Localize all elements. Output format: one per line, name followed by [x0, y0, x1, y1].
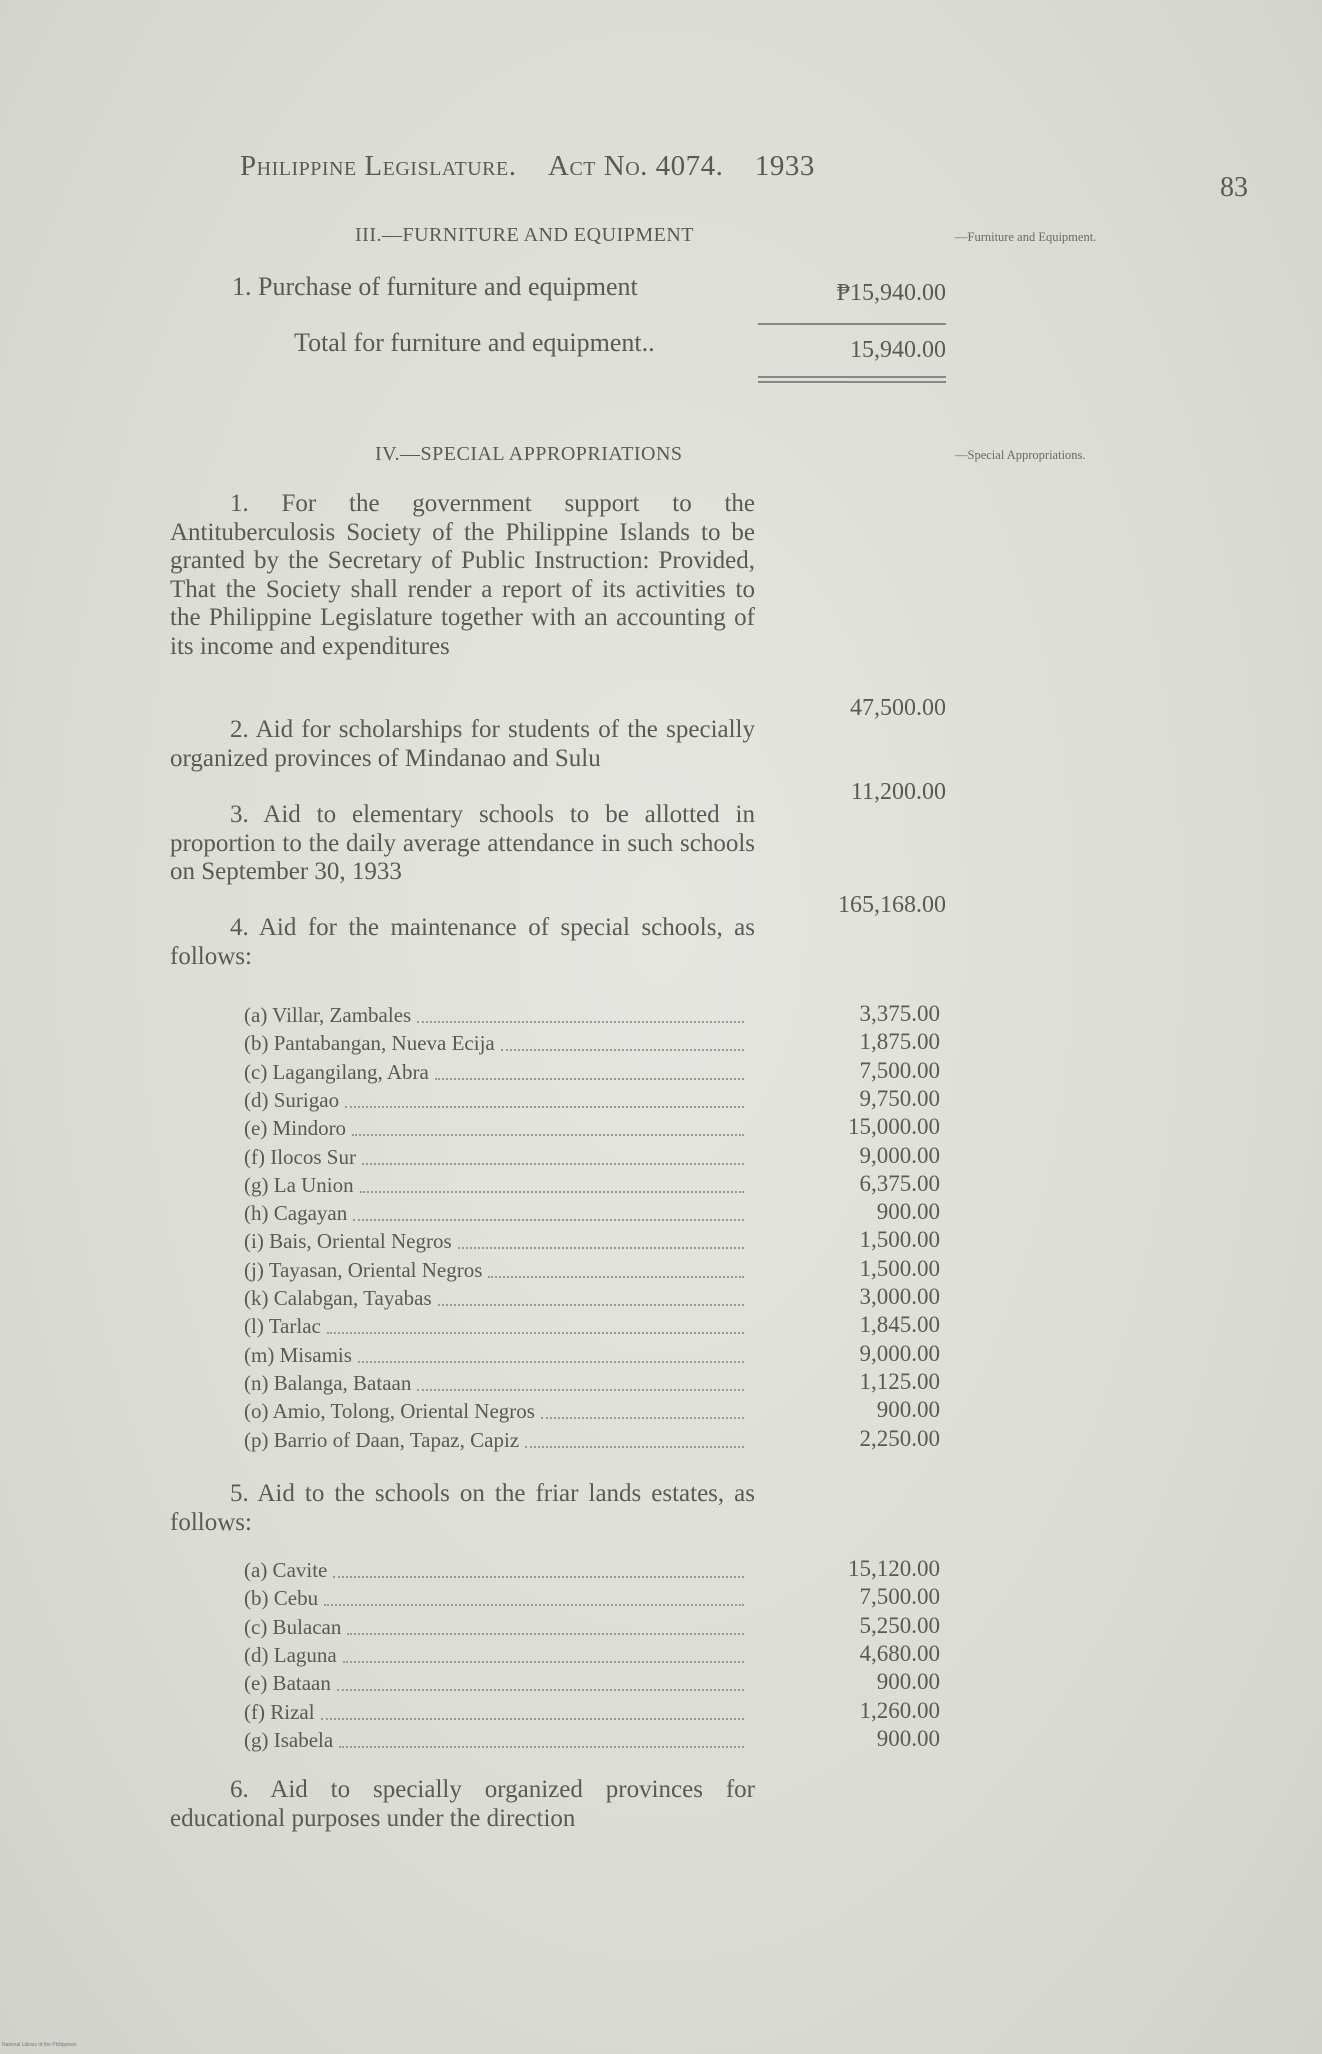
dot-leader: [358, 1343, 744, 1363]
dot-leader: [321, 1700, 744, 1720]
special-school-entry-amount: 1,500.00: [859, 1255, 940, 1281]
special-school-entry-amount: 9,000.00: [859, 1142, 940, 1168]
special-school-entry: [244, 1399, 748, 1427]
furniture-total-label: Total for furniture and equipment..: [294, 328, 655, 357]
dot-leader: [343, 1643, 744, 1663]
friar-lands-school-entry-label: (d) Laguna: [244, 1642, 337, 1667]
friar-lands-school-entry-label: (a) Cavite: [244, 1558, 328, 1582]
furniture-item-1-label: 1. Purchase of furniture and equipment: [232, 272, 638, 301]
dot-leader: [352, 1116, 744, 1136]
special-school-entry-amount: 2,250.00: [859, 1425, 940, 1451]
dot-leader: [360, 1173, 744, 1193]
header-title: Philippine Legislature.: [240, 150, 517, 182]
section-4-margin-note: —Special Appropriations.: [955, 448, 1086, 462]
friar-lands-school-entry: [244, 1728, 748, 1756]
friar-lands-school-entry: [244, 1671, 748, 1699]
special-school-entry-amount: 1,500.00: [859, 1227, 940, 1253]
special-school-entry-amount: 3,375.00: [859, 1001, 940, 1026]
special-school-entry-label: (l) Tarlac: [244, 1314, 321, 1339]
special-school-entry-amount: 9,750.00: [859, 1085, 940, 1111]
section-4-heading: IV.—SPECIAL APPROPRIATIONS: [375, 443, 683, 465]
special-school-entry-amount: 9,000.00: [859, 1340, 940, 1366]
special-item-4-text: 4. Aid for the maintenance of special schools, as follows:: [170, 914, 755, 970]
total-double-rule-top: [758, 376, 946, 378]
total-double-rule-bottom: [758, 381, 946, 383]
special-item-2-amount: 11,200.00: [850, 779, 946, 805]
special-school-entry-amount: 1,875.00: [859, 1029, 940, 1055]
special-school-entry-label: (b) Pantabangan, Nueva Ecija: [244, 1031, 495, 1056]
dot-leader: [525, 1428, 744, 1448]
furniture-item-1-amount: ₱15,940.00: [836, 280, 946, 306]
dot-leader: [417, 1371, 744, 1391]
dot-leader: [417, 1003, 744, 1023]
special-school-entry: [244, 1145, 748, 1173]
special-school-entry: [244, 1343, 748, 1371]
special-school-entry-label: (k) Calabgan, Tayabas: [244, 1286, 432, 1310]
friar-lands-school-entry-label: (f) Rizal: [244, 1699, 315, 1724]
special-school-entry: [244, 1031, 748, 1059]
special-school-entry-amount: 900.00: [876, 1397, 940, 1423]
special-school-entry-label: (i) Bais, Oriental Negros: [244, 1229, 452, 1254]
friar-lands-school-entry-label: (b) Cebu: [244, 1586, 319, 1611]
dot-leader: [488, 1258, 744, 1278]
special-school-entry-label: (h) Cagayan: [244, 1201, 348, 1226]
special-item-2-text: 2. Aid for scholarships for students of the specially organized provinces of Mindanao and Sulu: [170, 716, 755, 772]
dot-leader: [324, 1586, 744, 1606]
special-school-entry-label: (p) Barrio of Daan, Tapaz, Capiz: [244, 1427, 520, 1452]
special-school-entry-label: (d) Surigao: [244, 1087, 340, 1112]
dot-leader: [541, 1399, 744, 1419]
special-item-1-text: 1. For the government support to the Antituberculosis Society of the Philippine Islands to be granted by the Secretary of Public Instruction: Provided, That the Society shall render a report of its activities to the Philippine Legislature together with an accounting of its income and expenditures: [170, 490, 755, 660]
dot-leader: [501, 1031, 744, 1051]
scan-footer: National Library of the Philippines: [2, 2042, 77, 2048]
friar-lands-school-entry: [244, 1643, 748, 1671]
special-school-entry: [244, 1116, 748, 1144]
dot-leader: [435, 1060, 744, 1080]
special-school-entry-amount: 6,375.00: [859, 1170, 940, 1196]
dot-leader: [458, 1229, 744, 1249]
special-school-entry: [244, 1201, 748, 1229]
special-school-entry-label: (f) Ilocos Sur: [244, 1144, 356, 1169]
special-school-entry-label: (n) Balanga, Bataan: [244, 1370, 412, 1395]
special-school-entry: [244, 1060, 748, 1088]
friar-lands-school-entry-label: (g) Isabela: [244, 1727, 334, 1752]
page-number: 83: [1220, 172, 1248, 203]
special-school-entry-amount: 1,845.00: [859, 1312, 940, 1338]
section-3-heading: III.—FURNITURE AND EQUIPMENT: [355, 224, 694, 246]
special-item-1-amount: 47,500.00: [850, 695, 946, 721]
header-year: 1933: [754, 150, 815, 182]
friar-lands-school-entry: [244, 1700, 748, 1728]
special-school-entry-amount: 15,000.00: [848, 1114, 940, 1140]
dot-leader: [362, 1145, 744, 1165]
friar-lands-school-entry-amount: 1,260.00: [859, 1697, 940, 1723]
dot-leader: [347, 1615, 744, 1635]
special-school-entry-label: (a) Villar, Zambales: [244, 1003, 412, 1027]
special-item-5-text: 5. Aid to the schools on the friar lands estates, as follows:: [170, 1480, 755, 1536]
friar-lands-school-entry: [244, 1558, 748, 1586]
friar-lands-school-entry-amount: 7,500.00: [859, 1584, 940, 1610]
special-item-3-amount: 165,168.00: [838, 892, 946, 918]
special-school-entry-amount: 900.00: [876, 1199, 940, 1225]
running-header: [240, 150, 815, 183]
dot-leader: [438, 1286, 744, 1306]
special-item-6-text: 6. Aid to specially organized provinces for educational purposes under the direction: [170, 1776, 755, 1832]
special-school-entry-label: (m) Misamis: [244, 1342, 352, 1367]
special-item-3-text: 3. Aid to elementary schools to be allotted in proportion to the daily average attendance in such schools on September 30, 1933: [170, 801, 755, 885]
special-school-entry: [244, 1286, 748, 1314]
dot-leader: [337, 1671, 744, 1691]
subtotal-rule: [758, 323, 946, 325]
friar-lands-school-entry-label: (e) Bataan: [244, 1671, 331, 1696]
special-school-entry-label: (j) Tayasan, Oriental Negros: [244, 1257, 483, 1282]
special-school-entry-amount: 1,125.00: [859, 1368, 940, 1394]
special-school-entry: [244, 1173, 748, 1201]
special-school-entry: [244, 1314, 748, 1342]
dot-leader: [327, 1314, 744, 1334]
friar-lands-school-entry-amount: 4,680.00: [859, 1640, 940, 1666]
special-school-entry: [244, 1088, 748, 1116]
special-school-entry: [244, 1258, 748, 1286]
special-school-entry-label: (g) La Union: [244, 1172, 354, 1197]
friar-lands-school-entry-amount: 5,250.00: [859, 1612, 940, 1638]
dot-leader: [333, 1558, 744, 1578]
dot-leader: [345, 1088, 744, 1108]
special-school-entry: [244, 1428, 748, 1456]
friar-lands-school-entry-amount: 900.00: [876, 1725, 940, 1751]
friar-lands-school-entry: [244, 1615, 748, 1643]
section-3-margin-note: —Furniture and Equipment.: [955, 230, 1097, 244]
dot-leader: [339, 1728, 744, 1748]
friar-lands-school-entry-label: (c) Bulacan: [244, 1614, 342, 1639]
friar-lands-school-entry-amount: 900.00: [876, 1669, 940, 1695]
special-school-entry-amount: 7,500.00: [859, 1057, 940, 1083]
header-act: Act No. 4074.: [548, 150, 724, 182]
friar-lands-school-entry: [244, 1586, 748, 1614]
special-school-entry: [244, 1229, 748, 1257]
special-school-entry: [244, 1003, 748, 1031]
dot-leader: [353, 1201, 744, 1221]
special-school-entry-amount: 3,000.00: [859, 1284, 940, 1309]
special-school-entry: [244, 1371, 748, 1399]
special-school-entry-label: (e) Mindoro: [244, 1116, 347, 1141]
special-school-entry-label: (o) Amio, Tolong, Oriental Negros: [244, 1399, 535, 1424]
furniture-total-amount: 15,940.00: [850, 337, 946, 363]
special-school-entry-label: (c) Lagangilang, Abra: [244, 1059, 429, 1084]
friar-lands-school-entry-amount: 15,120.00: [848, 1556, 940, 1581]
